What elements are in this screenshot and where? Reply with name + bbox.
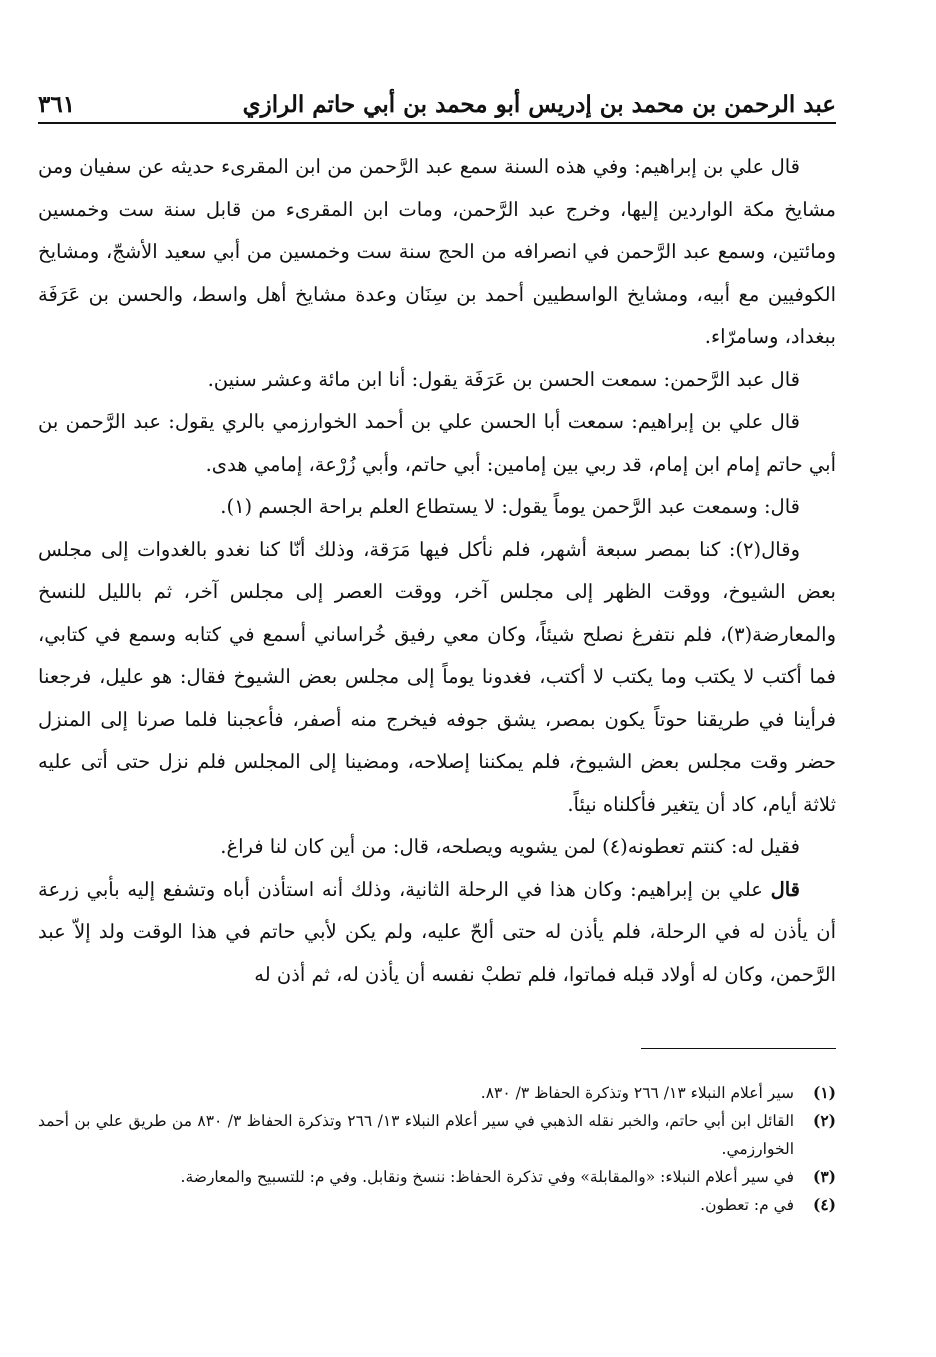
paragraph-text: وقال(٢): كنا بمصر سبعة أشهر، فلم نأكل فيها مَرَقة، وذلك أنّا كنا نغدو بالغدوات إلى مجلس بعض الشيوخ، ووقت الظهر إلى مجلس آخر، ووقت العصر إلى مجلس آخر، ثم بالليل للنسخ والمعارضة(٣)، فلم نتفرغ نصلح شيئاً، وكان معي رفيق خُراساني أسمع في كتابه وسمع في كتابي، فما أكتب لا يكتب وما يكتب لا أكتب، فغدونا يوماً إلى مجلس بعض الشيوخ فقال: هو عليل، فرجعنا فرأينا في طريقنا حوتاً يكون بمصر، يشق جوفه فيخرج منه أصفر، فأعجبنا فلما صرنا إلى المنزل حضر وقت مجلس بعض الشيوخ، فلم يمكننا إصلاحه، ومضينا إلى المجلس فلم نزل حتى أتى عليه ثلاثة أيام، كاد أن يتغير فأكلناه نيئاً. bbox=[38, 537, 836, 816]
paragraph-5 bbox=[38, 529, 836, 827]
paragraph-3 bbox=[38, 401, 836, 486]
paragraph-4 bbox=[38, 486, 836, 529]
footnote-mark: (٣) bbox=[812, 1167, 836, 1186]
footnote-1 bbox=[38, 1079, 836, 1107]
paragraph-lead-word: قال bbox=[770, 877, 800, 901]
paragraph-1 bbox=[38, 146, 836, 359]
footnote-2 bbox=[38, 1107, 836, 1163]
paragraph-6 bbox=[38, 826, 836, 869]
page-number: ٣٦١ bbox=[38, 91, 76, 118]
paragraph-text: قال: وسمعت عبد الرَّحمن يوماً يقول: لا يستطاع العلم براحة الجسم (١). bbox=[220, 495, 800, 518]
paragraph-7 bbox=[38, 869, 836, 997]
paragraph-text: قال علي بن إبراهيم: سمعت أبا الحسن علي بن أحمد الخوارزمي بالري يقول: عبد الرَّحمن بن أبي حاتم إمام ابن إمام، قد ربي بين إمامين: أبي حاتم، وأبي زُرْعة، إمامي هدى. bbox=[38, 410, 836, 476]
footnote-mark: (١) bbox=[812, 1083, 836, 1102]
paragraph-text: فقيل له: كنتم تعطونه(٤) لمن يشويه ويصلحه، قال: من أين كان لنا فراغ. bbox=[220, 835, 800, 858]
footnote-divider bbox=[641, 1048, 836, 1049]
footnote-mark: (٤) bbox=[812, 1195, 836, 1214]
running-header bbox=[38, 70, 836, 124]
footnote-text: سير أعلام النبلاء ١٣/ ٢٦٦ وتذكرة الحفاظ ٣/ ٨٣٠. bbox=[480, 1084, 794, 1102]
paragraph-2 bbox=[38, 359, 836, 402]
footnotes bbox=[38, 1079, 836, 1219]
footnote-text: في م: تعطون. bbox=[700, 1196, 794, 1214]
body-text bbox=[38, 146, 836, 996]
paragraph-text: علي بن إبراهيم: وكان هذا في الرحلة الثانية، وذلك أنه استأذن أباه وتشفع إليه بأبي زرعة أن يأذن له في الرحلة، فلم يأذن له حتى ألحّ عليه، ولم يكن لأبي حاتم في هذا الوقت ولد إلاّ عبد الرَّحمن، وكان له أولاد قبله فماتوا، فلم تطبْ نفسه أن يأذن له، ثم أذن له bbox=[38, 877, 836, 986]
book-page bbox=[38, 70, 836, 1219]
footnote-text: القائل ابن أبي حاتم، والخبر نقله الذهبي في سير أعلام النبلاء ١٣/ ٢٦٦ وتذكرة الحفاظ ٣/ ٨٣٠ من طريق علي بن أحمد الخوارزمي. bbox=[38, 1112, 795, 1158]
paragraph-text: قال علي بن إبراهيم: وفي هذه السنة سمع عبد الرَّحمن من ابن المقرىء حديثه عن سفيان ومن مشايخ مكة الواردين إليها، وخرج عبد الرَّحمن، ومات ابن المقرىء من قابل سنة ست وخمسين ومائتين، وسمع عبد الرَّحمن في انصرافه من الحج سنة ست وخمسين من أبي سعيد الأشجّ، ومشايخ الكوفيين مع أبيه، ومشايخ الواسطيين أحمد بن سِنَان وعدة مشايخ أهل واسط، والحسن بن عَرَفَة ببغداد، وسامرّاء. bbox=[38, 155, 836, 348]
paragraph-text: قال عبد الرَّحمن: سمعت الحسن بن عَرَفَة يقول: أنا ابن مائة وعشر سنين. bbox=[207, 367, 800, 391]
header-title: عبد الرحمن بن محمد بن إدريس أبو محمد بن أبي حاتم الرازي bbox=[242, 91, 836, 118]
footnote-text: في سير أعلام النبلاء: «والمقابلة» وفي تذكرة الحفاظ: ننسخ ونقابل. وفي م: للتسبيح والمعارضة. bbox=[180, 1168, 794, 1186]
footnote-mark: (٢) bbox=[812, 1111, 836, 1130]
footnote-3 bbox=[38, 1163, 836, 1191]
footnote-4 bbox=[38, 1191, 836, 1219]
